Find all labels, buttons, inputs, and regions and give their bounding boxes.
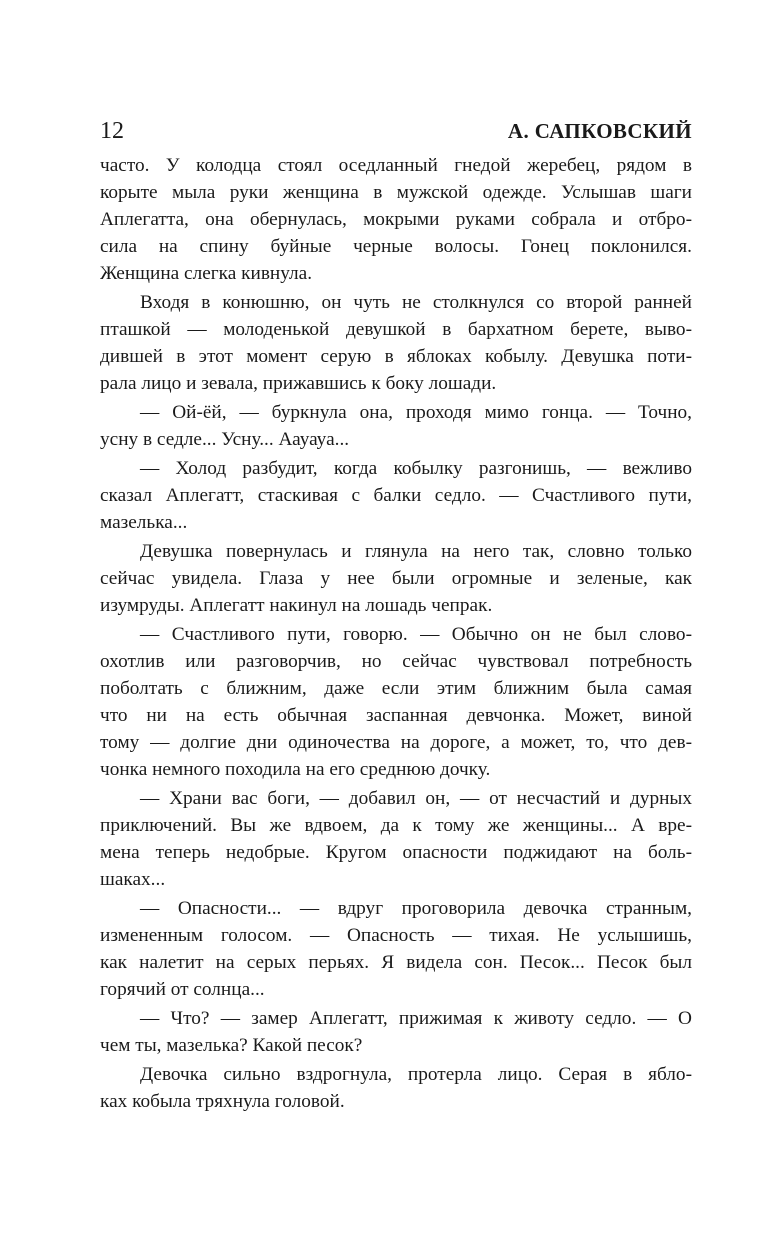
paragraph xyxy=(100,152,692,287)
text-line: мазелька... xyxy=(100,512,188,533)
paragraph xyxy=(100,455,692,536)
text-line: мена теперь недобрые. Кругом опасности поджидают на боль- xyxy=(100,842,692,863)
paragraph xyxy=(100,1005,692,1059)
text-line: что ни на есть обычная заспанная девчонка. Может, виной xyxy=(100,705,692,726)
paragraph xyxy=(100,399,692,453)
text-line: корыте мыла руки женщина в мужской одежде. Услышав шаги xyxy=(100,182,692,203)
text-line: — Опасности... — вдруг проговорила девочка странным, xyxy=(140,898,692,919)
text-line: часто. У колодца стоял оседланный гнедой жеребец, рядом в xyxy=(100,155,692,176)
text-line: Женщина слегка кивнула. xyxy=(100,263,313,284)
text-line: дившей в этот момент серую в яблоках кобылу. Девушка поти- xyxy=(100,346,692,367)
text-line: поболтать с ближним, даже если этим ближним была самая xyxy=(100,678,692,699)
text-line: — Холод разбудит, когда кобылку разгонишь, — вежливо xyxy=(140,458,692,479)
running-header xyxy=(100,116,692,146)
text-line: шаках... xyxy=(100,869,166,890)
paragraph xyxy=(100,289,692,397)
text-line: Входя в конюшню, он чуть не столкнулся со второй ранней xyxy=(140,292,692,313)
text-line: чем ты, мазелька? Какой песок? xyxy=(100,1035,363,1056)
body-text xyxy=(100,152,692,1115)
running-head-author: А. САПКОВСКИЙ xyxy=(507,119,692,143)
paragraph xyxy=(100,1061,692,1115)
text-line: сейчас увидела. Глаза у нее были огромные и зеленые, как xyxy=(100,568,692,589)
text-line: пташкой — молоденькой девушкой в бархатном берете, выво- xyxy=(100,319,692,340)
text-line: — Что? — замер Аплегатт, прижимая к животу седло. — О xyxy=(140,1008,692,1029)
text-line: сила на спину буйные черные волосы. Гонец поклонился. xyxy=(100,236,692,257)
text-line: чонка немного походила на его среднюю дочку. xyxy=(100,759,491,780)
text-line: измененным голосом. — Опасность — тихая. Не услышишь, xyxy=(100,925,692,946)
text-line: изумруды. Аплегатт накинул на лошадь чепрак. xyxy=(100,595,493,616)
paragraph xyxy=(100,785,692,893)
text-line: Девочка сильно вздрогнула, протерла лицо. Серая в ябло- xyxy=(140,1064,692,1085)
paragraph xyxy=(100,538,692,619)
text-line: усну в седле... Усну... Аауауа... xyxy=(100,429,350,450)
text-line: Девушка повернулась и глянула на него так, словно только xyxy=(140,541,692,562)
text-line: приключений. Вы же вдвоем, да к тому же женщины... А вре- xyxy=(100,815,692,836)
text-line: как налетит на серых перьях. Я видела сон. Песок... Песок был xyxy=(100,952,692,973)
text-line: сказал Аплегатт, стаскивая с балки седло. — Счастливого пути, xyxy=(100,485,692,506)
text-line: — Храни вас боги, — добавил он, — от несчастий и дурных xyxy=(140,788,692,809)
text-line: рала лицо и зевала, прижавшись к боку лошади. xyxy=(100,373,497,394)
text-line: тому — долгие дни одиночества на дороге, а может, то, что дев- xyxy=(100,732,692,753)
text-line: охотлив или разговорчив, но сейчас чувствовал потребность xyxy=(100,651,692,672)
text-line: горячий от солнца... xyxy=(100,979,265,1000)
page-number: 12 xyxy=(100,118,124,144)
paragraph xyxy=(100,895,692,1003)
text-line: Аплегатта, она обернулась, мокрыми руками собрала и отбро- xyxy=(100,209,692,230)
text-line: — Счастливого пути, говорю. — Обычно он не был слово- xyxy=(140,624,692,645)
paragraph xyxy=(100,621,692,783)
text-line: — Ой-ёй, — буркнула она, проходя мимо гонца. — Точно, xyxy=(140,402,692,423)
text-line: ках кобыла тряхнула головой. xyxy=(100,1091,345,1112)
